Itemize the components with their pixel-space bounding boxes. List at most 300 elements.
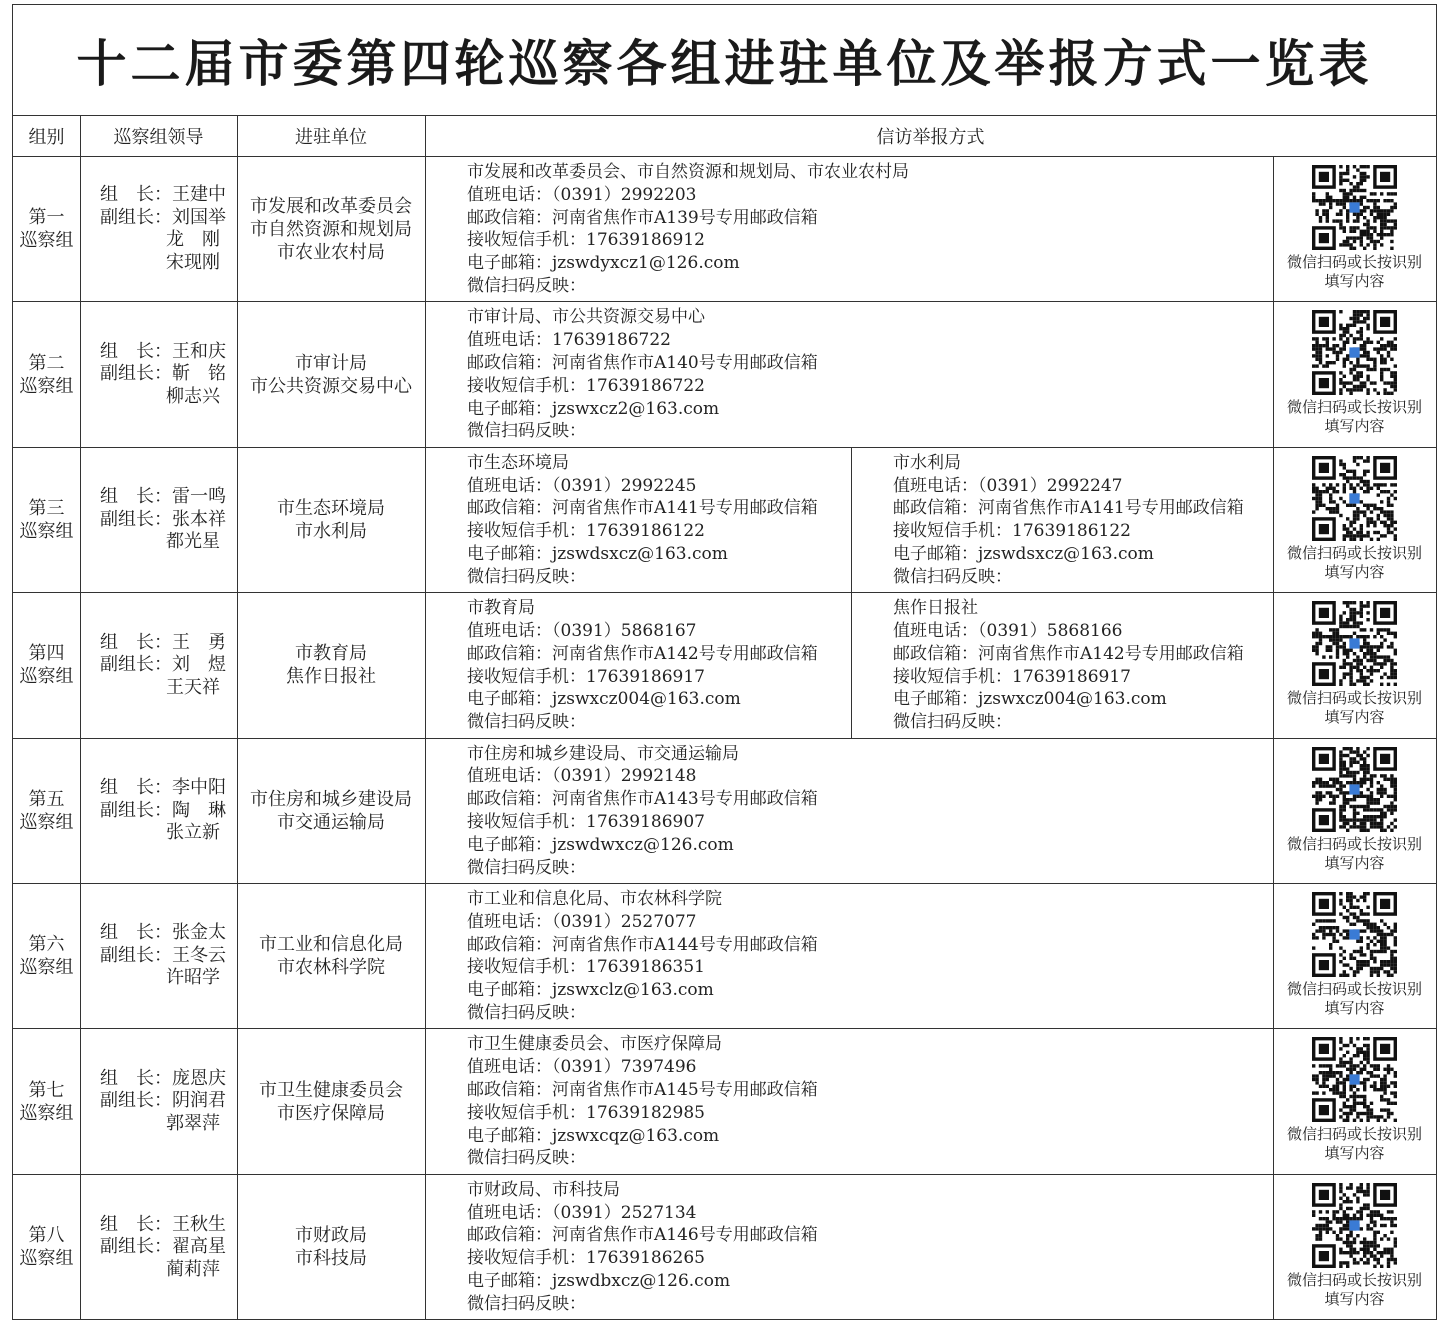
email-label: 电子邮箱： [467,1270,552,1291]
sms-phone-value: 17639186917 [586,666,705,687]
duty-phone [467,329,1273,352]
sms-phone-value: 17639186351 [586,957,705,978]
group-name-line1: 第三 [28,497,65,519]
email-label: 电子邮箱： [893,689,978,710]
postal-box-label: 邮政信箱： [467,643,552,664]
wechat-qr-code[interactable] [1312,165,1397,250]
unit-name: 市交通运输局 [277,811,385,833]
postal-box-value: 河南省焦作市A142号专用邮政信箱 [978,643,1244,664]
sms-phone-value: 17639186917 [1012,666,1131,687]
wechat-label: 微信扫码反映： [893,566,1012,587]
group-leaders [80,1029,237,1173]
deputy-line [100,677,237,700]
email [467,252,1273,275]
postal-box [467,497,851,520]
unit-name: 焦作日报社 [286,666,376,688]
wechat-qr-code[interactable] [1312,1183,1397,1268]
table-row [13,884,1436,1029]
unit-name: 市农林科学院 [277,957,385,979]
deputy-name: 柳志兴 [166,385,220,407]
deputy-line [100,1090,237,1113]
sms-phone-value: 17639186722 [586,375,705,396]
unit-name: 市住房和城乡建设局 [250,788,412,810]
duty-phone [467,1202,1273,1225]
duty-phone-value: （0391）5868166 [978,620,1123,641]
group-leaders [80,1175,237,1320]
email [893,688,1273,711]
group-name-line1: 第二 [28,352,65,374]
qr-caption-line2: 填写内容 [1324,1144,1385,1163]
sms-phone [893,666,1273,689]
qr-caption-line1: 微信扫码或长按识别 [1286,980,1422,998]
sms-phone-value: 17639182985 [586,1102,705,1123]
deputy-label: 副组长： [100,363,172,385]
postal-box-label: 邮政信箱： [467,789,552,810]
stationed-units [237,593,425,737]
deputy-name: 龙 刚 [166,229,220,251]
qr-cell [1273,302,1436,446]
sms-phone-label: 接收短信手机： [893,666,1012,687]
group-name [13,593,80,737]
duty-phone [467,620,851,643]
unit-name: 市科技局 [295,1248,367,1270]
deputy-name: 蔺莉萍 [166,1258,220,1280]
qr-caption-line2: 填写内容 [1324,999,1385,1017]
postal-box-label: 邮政信箱： [467,498,552,519]
duty-phone [467,765,1273,788]
stationed-units [237,884,425,1028]
sms-phone-label: 接收短信手机： [467,1248,586,1269]
leader-name: 王和庆 [172,340,226,362]
postal-box-label: 邮政信箱： [467,207,552,228]
email [467,543,851,566]
deputy-label: 副组长： [100,654,172,676]
duty-phone [893,475,1273,498]
header-units: 进驻单位 [237,115,425,157]
unit-name: 市工业和信息化局 [259,934,403,956]
unit-name: 市财政局 [295,1225,367,1247]
group-name-line1: 第八 [28,1225,65,1247]
wechat-qr-code[interactable] [1312,892,1397,977]
group-name [13,1029,80,1173]
table-row [13,1175,1436,1320]
contact-info [425,448,1273,592]
stationed-units [237,739,425,883]
email-label: 电子邮箱： [467,834,552,855]
group-name [13,302,80,446]
wechat-qr-code[interactable] [1312,310,1397,395]
postal-box-label: 邮政信箱： [893,643,978,664]
table-row [13,302,1436,447]
deputy-line [100,509,237,532]
sms-phone-value: 17639186122 [586,521,705,542]
contact-units: 焦作日报社 [893,598,978,619]
duty-phone [467,475,851,498]
sms-phone-label: 接收短信手机： [467,375,586,396]
deputy-line [100,967,237,990]
wechat-label: 微信扫码反映： [467,566,586,587]
qr-cell [1273,157,1436,301]
deputy-name: 王冬云 [172,944,226,966]
deputy-line [100,229,237,252]
qr-caption [1287,398,1422,436]
group-name-line2: 巡察组 [19,957,74,979]
email-label: 电子邮箱： [467,689,552,710]
duty-phone [467,911,1273,934]
sms-phone [467,1247,1273,1270]
deputy-name: 宋现刚 [166,251,220,273]
duty-phone [893,620,1273,643]
email-value: jzswdbxcz@126.com [552,1270,731,1291]
contact-units: 市审计局、市公共资源交易中心 [467,307,705,328]
contact-info [425,884,1273,1028]
group-leaders [80,448,237,592]
email-value: jzswxcz2@163.com [552,398,720,419]
group-leaders [80,157,237,301]
wechat-qr-code[interactable] [1312,1037,1397,1122]
leader-line [100,1068,237,1091]
qr-caption-line2: 填写内容 [1324,562,1385,581]
deputy-name: 靳 铭 [172,363,226,385]
unit-name: 市发展和改革委员会 [250,195,412,217]
duty-phone-value: （0391）7397496 [552,1057,697,1078]
duty-phone-value: （0391）5868167 [552,620,697,641]
stationed-units [237,448,425,592]
postal-box-value: 河南省焦作市A140号专用邮政信箱 [552,352,818,373]
email [467,1125,1273,1148]
duty-phone-label: 值班电话： [467,766,552,787]
sms-phone-label: 接收短信手机： [467,957,586,978]
stationed-units [237,302,425,446]
group-name-line2: 巡察组 [19,520,74,542]
stationed-units [237,157,425,301]
sms-phone [467,666,851,689]
deputy-name: 陶 琳 [172,799,226,821]
email-label: 电子邮箱： [467,253,552,274]
contact-block-right [852,593,1273,737]
deputy-line [100,822,237,845]
sms-phone-value: 17639186122 [1012,521,1131,542]
deputy-label: 副组长： [100,1236,172,1258]
postal-box-value: 河南省焦作市A142号专用邮政信箱 [552,643,818,664]
unit-name: 市农业农村局 [277,241,385,263]
duty-phone-value: （0391）2992203 [552,184,697,205]
sms-phone [467,229,1273,252]
sms-phone [467,375,1273,398]
leader-line [100,486,237,509]
sms-phone [467,956,1273,979]
postal-box-value: 河南省焦作市A139号专用邮政信箱 [552,207,818,228]
stationed-units [237,1175,425,1320]
qr-cell [1273,884,1436,1028]
deputy-line [100,1113,237,1136]
email-value: jzswxcqz@163.com [552,1125,720,1146]
wechat-label: 微信扫码反映： [467,275,586,296]
leader-label: 组 长： [100,922,172,944]
qr-cell [1273,1029,1436,1173]
deputy-line [100,800,237,823]
group-leaders [80,302,237,446]
contact-block-left [425,448,852,592]
sms-phone-label: 接收短信手机： [467,811,586,832]
group-name-line1: 第四 [28,643,65,665]
qr-caption-line1: 微信扫码或长按识别 [1286,253,1422,271]
header-leaders: 巡察组领导 [80,115,237,157]
qr-caption [1287,253,1422,291]
email-value: jzswxcz004@163.com [978,689,1167,710]
qr-cell [1273,739,1436,883]
leader-label: 组 长： [100,340,172,362]
qr-caption-line2: 填写内容 [1324,272,1385,290]
postal-box-label: 邮政信箱： [467,934,552,955]
email [467,979,1273,1002]
email [467,834,1273,857]
sms-phone-value: 17639186912 [586,230,705,251]
leader-name: 王建中 [172,184,226,206]
qr-caption-line1: 微信扫码或长按识别 [1286,543,1422,562]
deputy-label: 副组长： [100,206,172,228]
group-name-line2: 巡察组 [19,230,74,252]
deputy-name: 都光星 [166,531,220,553]
header-contact: 信访举报方式 [425,115,1436,157]
duty-phone-value: （0391）2527134 [552,1202,697,1223]
leader-label: 组 长： [100,1213,172,1235]
table-row [13,448,1436,593]
postal-box-value: 河南省焦作市A145号专用邮政信箱 [552,1079,818,1100]
duty-phone-label: 值班电话： [893,475,978,496]
qr-caption-line1: 微信扫码或长按识别 [1286,689,1422,708]
qr-caption [1287,544,1422,582]
duty-phone-label: 值班电话： [893,620,978,641]
group-name-line1: 第七 [28,1079,65,1101]
duty-phone [467,1056,1273,1079]
deputy-label: 副组长： [100,1090,172,1112]
postal-box-label: 邮政信箱： [893,498,978,519]
postal-box-label: 邮政信箱： [467,352,552,373]
sms-phone [467,520,851,543]
email [467,688,851,711]
qr-caption [1287,835,1422,873]
deputy-line [100,654,237,677]
deputy-line [100,363,237,386]
email-label: 电子邮箱： [467,543,552,564]
table-row [13,593,1436,738]
table-row [13,1029,1436,1174]
sms-phone [467,811,1273,834]
duty-phone-label: 值班电话： [467,330,552,351]
email [467,1270,1273,1293]
email-value: jzswdyxcz1@126.com [552,253,740,274]
deputy-line [100,531,237,554]
postal-box-label: 邮政信箱： [467,1079,552,1100]
leader-name: 张金太 [172,922,226,944]
deputy-name: 刘 煜 [172,654,226,676]
contact-units: 市生态环境局 [467,452,569,473]
contact-units: 市水利局 [893,452,961,473]
wechat-label: 微信扫码反映： [467,1293,586,1314]
leader-label: 组 长： [100,184,172,206]
postal-box [467,788,1273,811]
duty-phone-value: （0391）2992247 [978,475,1123,496]
email [467,398,1273,421]
deputy-name: 张本祥 [172,508,226,530]
qr-caption-line2: 填写内容 [1324,417,1385,436]
contact-info [425,157,1273,301]
group-name-line2: 巡察组 [19,375,74,397]
postal-box [467,1224,1273,1247]
wechat-qr-code[interactable] [1312,601,1397,686]
qr-caption [1287,980,1422,1018]
duty-phone-value: （0391）2992245 [552,475,697,496]
wechat-label: 微信扫码反映： [467,1002,586,1023]
deputy-line [100,1259,237,1282]
group-name-line2: 巡察组 [19,811,74,833]
postal-box [893,643,1273,666]
group-name [13,1175,80,1320]
group-name-line2: 巡察组 [19,1102,74,1124]
qr-caption-line1: 微信扫码或长按识别 [1286,398,1422,417]
email-label: 电子邮箱： [467,1125,552,1146]
group-name [13,448,80,592]
contact-units: 市发展和改革委员会、市自然资源和规划局、市农业农村局 [467,162,909,182]
table-row [13,739,1436,884]
leader-label: 组 长： [100,631,172,653]
postal-box [467,207,1273,230]
qr-cell [1273,1175,1436,1320]
postal-box-value: 河南省焦作市A141号专用邮政信箱 [552,498,818,519]
qr-caption [1287,1125,1422,1163]
postal-box [467,934,1273,957]
qr-caption [1287,1271,1422,1309]
sms-phone [467,1102,1273,1125]
unit-name: 市生态环境局 [277,497,385,519]
group-name [13,884,80,1028]
contact-units: 市工业和信息化局、市农林科学院 [467,889,722,909]
leader-label: 组 长： [100,486,172,508]
duty-phone-label: 值班电话： [467,620,552,641]
email-value: jzswdsxcz@163.com [978,543,1154,564]
deputy-label: 副组长： [100,508,172,530]
contact-units: 市教育局 [467,598,535,619]
leader-line [100,922,237,945]
duty-phone-label: 值班电话： [467,911,552,932]
duty-phone-value: （0391）2992148 [552,766,697,787]
email-value: jzswdwxcz@126.com [552,834,734,855]
contact-info [425,1029,1273,1173]
wechat-qr-code[interactable] [1312,747,1397,832]
postal-box-label: 邮政信箱： [467,1225,552,1246]
leader-name: 庞恩庆 [172,1067,226,1089]
deputy-line [100,252,237,275]
deputy-line [100,945,237,968]
deputy-name: 许昭学 [166,967,220,989]
email-label: 电子邮箱： [467,398,552,419]
wechat-qr-code[interactable] [1312,456,1397,541]
leader-line [100,632,237,655]
unit-name: 市卫生健康委员会 [259,1079,403,1101]
wechat-label: 微信扫码反映： [467,1148,586,1169]
deputy-label: 副组长： [100,944,172,966]
contact-units: 市住房和城乡建设局、市交通运输局 [467,743,739,764]
postal-box-value: 河南省焦作市A144号专用邮政信箱 [552,934,818,955]
sms-phone [893,520,1273,543]
group-name-line2: 巡察组 [19,1248,74,1270]
deputy-line [100,1236,237,1259]
leader-name: 李中阳 [172,777,226,799]
leader-line [100,341,237,364]
contact-info [425,302,1273,446]
leader-line [100,184,237,207]
unit-name: 市医疗保障局 [277,1102,385,1124]
group-leaders [80,884,237,1028]
contact-info [425,739,1273,883]
leader-label: 组 长： [100,1067,172,1089]
leader-line [100,1214,237,1237]
leader-label: 组 长： [100,777,172,799]
sms-phone-label: 接收短信手机： [467,521,586,542]
deputy-name: 翟高星 [172,1236,226,1258]
qr-cell [1273,593,1436,737]
group-name-line1: 第六 [28,934,65,956]
leader-line [100,777,237,800]
qr-caption-line1: 微信扫码或长按识别 [1286,1270,1422,1289]
contact-block-left [425,593,852,737]
contact-info [425,593,1273,737]
leader-name: 王秋生 [172,1213,226,1235]
email-label: 电子邮箱： [467,980,552,1001]
qr-cell [1273,448,1436,592]
duty-phone-label: 值班电话： [467,475,552,496]
unit-name: 市公共资源交易中心 [250,375,412,397]
qr-caption [1287,689,1422,727]
wechat-label: 微信扫码反映： [467,712,586,733]
deputy-label: 副组长： [100,799,172,821]
group-name [13,157,80,301]
postal-box [467,352,1273,375]
group-name-line2: 巡察组 [19,666,74,688]
contact-units: 市卫生健康委员会、市医疗保障局 [467,1034,722,1055]
table-row [13,157,1436,302]
sms-phone-value: 17639186265 [586,1248,705,1269]
contact-info [425,1175,1273,1320]
email-value: jzswdsxcz@163.com [552,543,728,564]
duty-phone [467,184,1273,207]
email-value: jzswxclz@163.com [552,980,714,1001]
unit-name: 市教育局 [295,643,367,665]
deputy-name: 刘国举 [172,206,226,228]
header-group: 组别 [13,115,80,157]
deputy-name: 张立新 [166,822,220,844]
qr-caption-line2: 填写内容 [1324,1289,1385,1308]
postal-box [467,643,851,666]
sms-phone-value: 17639186907 [586,811,705,832]
deputy-line [100,386,237,409]
group-name [13,739,80,883]
qr-caption-line1: 微信扫码或长按识别 [1286,834,1422,853]
leader-name: 雷一鸣 [172,486,226,508]
postal-box [893,497,1273,520]
group-leaders [80,593,237,737]
stationed-units [237,1029,425,1173]
postal-box-value: 河南省焦作市A146号专用邮政信箱 [552,1225,818,1246]
postal-box-value: 河南省焦作市A143号专用邮政信箱 [552,789,818,810]
unit-name: 市自然资源和规划局 [250,218,412,240]
contact-block-right [852,448,1273,592]
duty-phone-value: 17639186722 [552,330,671,351]
qr-caption-line2: 填写内容 [1324,708,1385,727]
duty-phone-label: 值班电话： [467,184,552,205]
unit-name: 市审计局 [295,352,367,374]
